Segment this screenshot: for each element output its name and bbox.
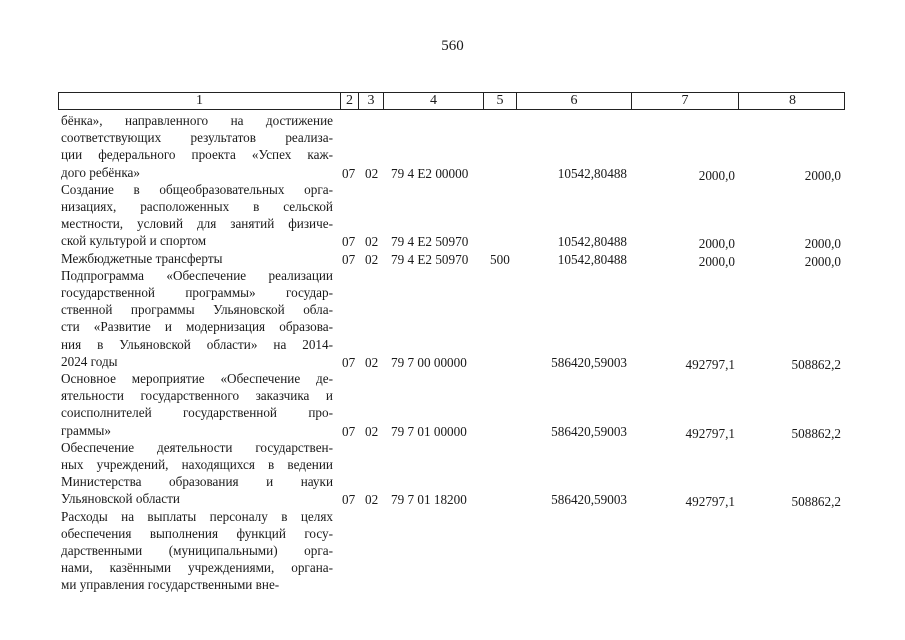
row-name: [61, 508, 333, 594]
row-name-line: Расходы на выплаты персоналу в целях: [61, 508, 333, 524]
cell-c3: 02: [365, 234, 379, 250]
row-name: [61, 370, 333, 439]
row-name-line: ных учреждений, находящихся в ведении: [61, 457, 333, 472]
header-col-8: 8: [789, 93, 796, 108]
cell-c7: 492797,1: [685, 494, 735, 510]
cell-c2: 07: [342, 234, 356, 250]
header-col-3: 3: [359, 93, 384, 109]
table-header: [58, 92, 845, 110]
row-name-line: государственной программы» государ-: [61, 285, 333, 300]
row-name-line: низациях, расположенных в сельской: [61, 199, 333, 214]
header-col-6: 6: [517, 93, 632, 109]
row-name-line: Министерства образования и науки: [61, 474, 333, 490]
cell-c7: 2000,0: [698, 236, 735, 252]
cell-c2: 07: [342, 492, 356, 508]
cell-c3: 02: [365, 492, 379, 508]
cell-c7: 492797,1: [685, 356, 735, 372]
row-name-line: обеспечения выполнения функций госу-: [61, 525, 333, 541]
row-name-line: дого ребёнка»: [61, 164, 140, 180]
cell-c2: 07: [342, 251, 356, 267]
header-col-7: 7: [632, 93, 739, 109]
row-name: [61, 439, 333, 508]
cell-c6: 10542,80488: [557, 165, 627, 181]
cell-c4: 79 7 01 00000: [391, 423, 467, 439]
cell-c6: 586420,59003: [551, 492, 627, 508]
cell-c6: 10542,80488: [557, 251, 627, 267]
row-name-line: ции федерального проекта «Успех каж-: [61, 147, 333, 163]
row-name-line: ния в Ульяновской области» на 2014-: [61, 336, 333, 352]
cell-c8: 2000,0: [804, 253, 841, 269]
header-col-1: 1: [59, 93, 341, 109]
cell-c2: 07: [342, 354, 356, 370]
row-name-line: ственной программы Ульяновской обла-: [61, 302, 333, 318]
cell-c4: 79 7 01 18200: [391, 492, 467, 508]
cell-c6: 586420,59003: [551, 354, 627, 370]
row-name: [61, 112, 333, 181]
page-number: 560: [441, 38, 464, 54]
cell-c3: 02: [365, 251, 379, 267]
row-name-line: нами, казёнными учреждениями, органа-: [61, 560, 333, 576]
cell-c7: 2000,0: [698, 167, 735, 183]
cell-c6: 10542,80488: [557, 234, 627, 250]
row-name: [61, 267, 333, 370]
row-name-line: ми управления государственными вне-: [61, 577, 280, 593]
row-name-line: Ульяновской области: [61, 491, 180, 507]
cell-c8: 508862,2: [791, 356, 841, 372]
cell-c6: 586420,59003: [551, 423, 627, 439]
row-name-line: 2024 годы: [61, 353, 118, 369]
row-name: [61, 250, 333, 267]
header-col-4: 4: [384, 93, 484, 109]
cell-c4: 79 4 E2 00000: [391, 165, 469, 181]
row-name-line: Основное мероприятие «Обеспечение де-: [61, 371, 333, 386]
row-name: [61, 181, 333, 250]
row-name-line: граммы»: [61, 422, 112, 438]
header-col-2: 2: [341, 93, 359, 109]
cell-c3: 02: [365, 165, 379, 181]
row-name-line: соисполнителей государственной про-: [61, 405, 333, 421]
cell-c4: 79 4 E2 50970: [391, 234, 469, 250]
row-name-line: сти «Развитие и модернизация образова-: [61, 319, 333, 335]
row-name-line: соответствующих результатов реализа-: [61, 130, 333, 146]
cell-c8: 2000,0: [804, 236, 841, 252]
cell-c3: 02: [365, 354, 379, 370]
row-name-line: Создание в общеобразовательных орга-: [61, 181, 333, 197]
cell-c2: 07: [342, 165, 356, 181]
row-name-line: бёнка», направленного на достижение: [61, 113, 333, 128]
row-name-line: Подпрограмма «Обеспечение реализации: [61, 267, 333, 283]
cell-c8: 508862,2: [791, 425, 841, 441]
row-name-line: Межбюджетные трансферты: [61, 250, 223, 266]
header-col-5: 5: [484, 93, 517, 109]
row-name-line: ской культурой и спортом: [61, 233, 207, 249]
row-name-line: ятельности государственного заказчика и: [61, 388, 333, 404]
cell-c5: 500: [490, 251, 510, 267]
cell-c4: 79 4 E2 50970: [391, 251, 469, 267]
cell-c2: 07: [342, 423, 356, 439]
row-name-line: Обеспечение деятельности государствен-: [61, 439, 333, 455]
row-name-line: местности, условий для занятий физиче-: [61, 216, 333, 232]
cell-c7: 2000,0: [698, 253, 735, 269]
row-name-line: дарственными (муниципальными) орга-: [61, 543, 333, 558]
cell-c8: 508862,2: [791, 494, 841, 510]
cell-c8: 2000,0: [804, 167, 841, 183]
cell-c7: 492797,1: [685, 425, 735, 441]
cell-c4: 79 7 00 00000: [391, 354, 467, 370]
cell-c3: 02: [365, 423, 379, 439]
